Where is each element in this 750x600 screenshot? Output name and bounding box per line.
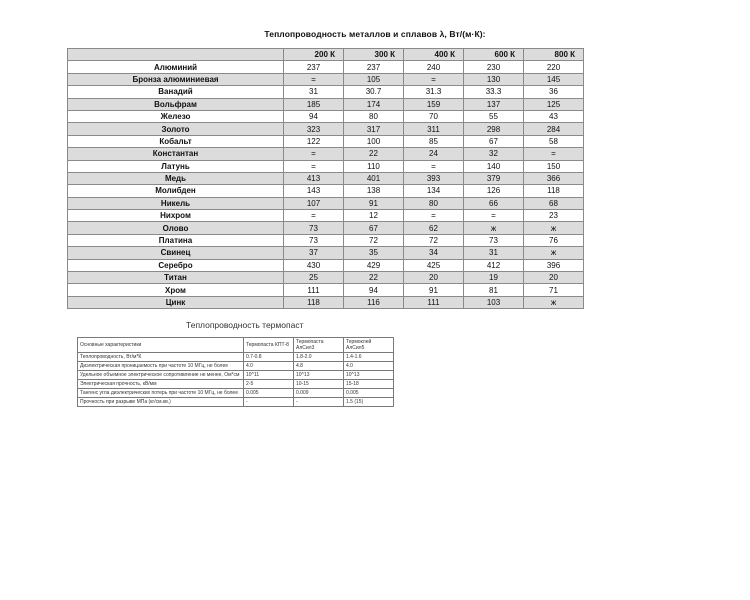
metal-name-cell: Бронза алюминиевая — [68, 73, 284, 85]
metal-name-cell: Платина — [68, 234, 284, 246]
conductivity-value-cell: 366 — [524, 172, 584, 184]
thermo-value-cell: 10^13 — [294, 371, 344, 380]
metal-name-cell: Цинк — [68, 296, 284, 308]
header-cell: 300 К — [344, 49, 404, 61]
conductivity-value-cell: 150 — [524, 160, 584, 172]
conductivity-value-cell: 20 — [404, 272, 464, 284]
conductivity-value-cell: 103 — [464, 296, 524, 308]
thermo-row — [78, 389, 394, 398]
conductivity-value-cell: 430 — [284, 259, 344, 271]
conductivity-value-cell: 37 — [284, 247, 344, 259]
thermo-header-cell: Основные характеристики — [78, 338, 244, 353]
conductivity-value-cell: 401 — [344, 172, 404, 184]
thermo-header-cell: Термоклей АлСил5 — [344, 338, 394, 353]
conductivity-value-cell: 35 — [344, 247, 404, 259]
thermo-value-cell: 0.005 — [344, 389, 394, 398]
conductivity-value-cell: 24 — [404, 148, 464, 160]
conductivity-value-cell: 125 — [524, 98, 584, 110]
conductivity-value-cell: 72 — [404, 234, 464, 246]
metal-name-cell: Кобальт — [68, 135, 284, 147]
metal-name-cell: Алюминий — [68, 61, 284, 73]
conductivity-value-cell: 94 — [344, 284, 404, 296]
thermo-value-cell: 1.4-1.6 — [344, 353, 394, 362]
conductivity-value-cell: 237 — [344, 61, 404, 73]
metal-name-cell: Свинец — [68, 247, 284, 259]
thermo-row — [78, 398, 394, 407]
conductivity-value-cell: 237 — [284, 61, 344, 73]
conductivity-value-cell: = — [464, 210, 524, 222]
metal-row — [68, 160, 584, 172]
characteristic-cell: Диэлектрическая проницаемость при частоте 10 МГц, не более — [78, 362, 244, 371]
conductivity-value-cell: 34 — [404, 247, 464, 259]
thermo-value-cell: 0.7-0.8 — [244, 353, 294, 362]
conductivity-value-cell: 413 — [284, 172, 344, 184]
conductivity-value-cell: 240 — [404, 61, 464, 73]
characteristic-cell: Удельное объемное электрическое сопротивление не менее, Ом*см — [78, 371, 244, 380]
conductivity-value-cell: = — [284, 73, 344, 85]
metal-row — [68, 296, 584, 308]
conductivity-value-cell: 140 — [464, 160, 524, 172]
conductivity-value-cell: 137 — [464, 98, 524, 110]
thermo-value-cell: 10^13 — [344, 371, 394, 380]
conductivity-value-cell: 311 — [404, 123, 464, 135]
conductivity-value-cell: 73 — [284, 222, 344, 234]
conductivity-value-cell: 298 — [464, 123, 524, 135]
metal-row — [68, 110, 584, 122]
conductivity-value-cell: 31 — [464, 247, 524, 259]
conductivity-value-cell: 317 — [344, 123, 404, 135]
metals-header-row — [68, 49, 584, 61]
conductivity-value-cell: ж — [524, 296, 584, 308]
conductivity-value-cell: = — [404, 160, 464, 172]
conductivity-value-cell: = — [284, 148, 344, 160]
conductivity-value-cell: 130 — [464, 73, 524, 85]
conductivity-value-cell: 91 — [404, 284, 464, 296]
conductivity-value-cell: 138 — [344, 185, 404, 197]
metal-name-cell: Хром — [68, 284, 284, 296]
conductivity-value-cell: 80 — [344, 110, 404, 122]
metal-row — [68, 86, 584, 98]
conductivity-value-cell: 73 — [284, 234, 344, 246]
conductivity-value-cell: 20 — [524, 272, 584, 284]
metal-row — [68, 284, 584, 296]
metal-row — [68, 272, 584, 284]
conductivity-value-cell: 220 — [524, 61, 584, 73]
conductivity-value-cell: 111 — [284, 284, 344, 296]
metal-name-cell: Вольфрам — [68, 98, 284, 110]
thermal-paste-table — [77, 337, 394, 407]
conductivity-value-cell: 25 — [284, 272, 344, 284]
metal-row — [68, 259, 584, 271]
conductivity-value-cell: 91 — [344, 197, 404, 209]
conductivity-value-cell: 55 — [464, 110, 524, 122]
conductivity-value-cell: 116 — [344, 296, 404, 308]
conductivity-value-cell: 143 — [284, 185, 344, 197]
conductivity-value-cell: ж — [524, 247, 584, 259]
conductivity-value-cell: 31 — [284, 86, 344, 98]
conductivity-value-cell: 68 — [524, 197, 584, 209]
metal-name-cell: Молибден — [68, 185, 284, 197]
conductivity-value-cell: 174 — [344, 98, 404, 110]
conductivity-value-cell: 122 — [284, 135, 344, 147]
conductivity-value-cell: 284 — [524, 123, 584, 135]
metal-row — [68, 247, 584, 259]
conductivity-value-cell: 111 — [404, 296, 464, 308]
thermo-header-cell: Термопаста АлСил3 — [294, 338, 344, 353]
characteristic-cell: Тангенс угла диэлектрических потерь при частоте 10 МГц, не более — [78, 389, 244, 398]
conductivity-value-cell: 62 — [404, 222, 464, 234]
characteristic-cell: Электрическая прочность, кВ/мм — [78, 380, 244, 389]
conductivity-value-cell: 85 — [404, 135, 464, 147]
conductivity-value-cell: 72 — [344, 234, 404, 246]
metals-table-title: Теплопроводность металлов и сплавов λ, Вт/(м·К): — [264, 29, 486, 39]
metal-name-cell: Латунь — [68, 160, 284, 172]
thermo-value-cell: 10-15 — [294, 380, 344, 389]
conductivity-value-cell: 71 — [524, 284, 584, 296]
thermo-value-cell: 1.8-2.0 — [294, 353, 344, 362]
metal-row — [68, 123, 584, 135]
conductivity-value-cell: 73 — [464, 234, 524, 246]
header-cell — [68, 49, 284, 61]
conductivity-value-cell: 33.3 — [464, 86, 524, 98]
conductivity-value-cell: 30.7 — [344, 86, 404, 98]
header-cell: 800 К — [524, 49, 584, 61]
thermo-header-row — [78, 338, 394, 353]
conductivity-value-cell: 425 — [404, 259, 464, 271]
header-cell: 400 К — [404, 49, 464, 61]
conductivity-value-cell: 145 — [524, 73, 584, 85]
characteristic-cell: Прочность при разрыве МПа (кг/см.кв.) — [78, 398, 244, 407]
conductivity-value-cell: = — [404, 210, 464, 222]
conductivity-value-cell: 107 — [284, 197, 344, 209]
thermo-value-cell: - — [244, 398, 294, 407]
metals-conductivity-table — [67, 48, 584, 309]
conductivity-value-cell: 36 — [524, 86, 584, 98]
thermo-table-title: Теплопроводность термопаст — [186, 320, 304, 330]
metal-name-cell: Золото — [68, 123, 284, 135]
conductivity-value-cell: = — [404, 73, 464, 85]
thermo-value-cell: 15-18 — [344, 380, 394, 389]
conductivity-value-cell: 76 — [524, 234, 584, 246]
conductivity-value-cell: 32 — [464, 148, 524, 160]
conductivity-value-cell: 100 — [344, 135, 404, 147]
conductivity-value-cell: 58 — [524, 135, 584, 147]
conductivity-value-cell: 159 — [404, 98, 464, 110]
conductivity-value-cell: 67 — [344, 222, 404, 234]
thermo-row — [78, 371, 394, 380]
thermo-value-cell: - — [294, 398, 344, 407]
conductivity-value-cell: 81 — [464, 284, 524, 296]
conductivity-value-cell: 396 — [524, 259, 584, 271]
metal-row — [68, 73, 584, 85]
metal-name-cell: Никель — [68, 197, 284, 209]
conductivity-value-cell: 80 — [404, 197, 464, 209]
conductivity-value-cell: 110 — [344, 160, 404, 172]
conductivity-value-cell: 19 — [464, 272, 524, 284]
conductivity-value-cell: 230 — [464, 61, 524, 73]
conductivity-value-cell: 126 — [464, 185, 524, 197]
conductivity-value-cell: ж — [464, 222, 524, 234]
thermo-row — [78, 362, 394, 371]
conductivity-value-cell: 43 — [524, 110, 584, 122]
thermo-value-cell: 4.8 — [294, 362, 344, 371]
metal-name-cell: Олово — [68, 222, 284, 234]
thermo-value-cell: 0.009 — [294, 389, 344, 398]
conductivity-value-cell: 12 — [344, 210, 404, 222]
metal-row — [68, 98, 584, 110]
thermo-value-cell: 10^11 — [244, 371, 294, 380]
thermo-value-cell: 2-5 — [244, 380, 294, 389]
thermo-value-cell: 4.0 — [344, 362, 394, 371]
metal-row — [68, 222, 584, 234]
metal-name-cell: Константан — [68, 148, 284, 160]
conductivity-value-cell: 70 — [404, 110, 464, 122]
conductivity-value-cell: = — [284, 160, 344, 172]
conductivity-value-cell: = — [524, 148, 584, 160]
conductivity-value-cell: 22 — [344, 272, 404, 284]
conductivity-value-cell: 393 — [404, 172, 464, 184]
conductivity-value-cell: 379 — [464, 172, 524, 184]
conductivity-value-cell: 67 — [464, 135, 524, 147]
conductivity-value-cell: 185 — [284, 98, 344, 110]
conductivity-value-cell: 66 — [464, 197, 524, 209]
metal-row — [68, 148, 584, 160]
metal-row — [68, 234, 584, 246]
conductivity-value-cell: = — [284, 210, 344, 222]
conductivity-value-cell: ж — [524, 222, 584, 234]
conductivity-value-cell: 31.3 — [404, 86, 464, 98]
conductivity-value-cell: 23 — [524, 210, 584, 222]
conductivity-value-cell: 323 — [284, 123, 344, 135]
conductivity-value-cell: 22 — [344, 148, 404, 160]
metal-row — [68, 172, 584, 184]
conductivity-value-cell: 412 — [464, 259, 524, 271]
conductivity-value-cell: 134 — [404, 185, 464, 197]
metal-row — [68, 210, 584, 222]
thermo-header-cell: Термопаста КПТ-8 — [244, 338, 294, 353]
metal-row — [68, 197, 584, 209]
characteristic-cell: Теплопроводность, Вт/м*К — [78, 353, 244, 362]
metal-name-cell: Медь — [68, 172, 284, 184]
thermo-value-cell: 4.0 — [244, 362, 294, 371]
metal-name-cell: Серебро — [68, 259, 284, 271]
conductivity-value-cell: 94 — [284, 110, 344, 122]
thermo-value-cell: 1.5 (15) — [344, 398, 394, 407]
metal-name-cell: Железо — [68, 110, 284, 122]
conductivity-value-cell: 105 — [344, 73, 404, 85]
conductivity-value-cell: 118 — [524, 185, 584, 197]
header-cell: 600 К — [464, 49, 524, 61]
metal-name-cell: Ванадий — [68, 86, 284, 98]
metal-row — [68, 135, 584, 147]
thermo-row — [78, 353, 394, 362]
metal-row — [68, 61, 584, 73]
thermo-value-cell: 0.005 — [244, 389, 294, 398]
header-cell: 200 К — [284, 49, 344, 61]
metal-name-cell: Титан — [68, 272, 284, 284]
metal-name-cell: Нихром — [68, 210, 284, 222]
metal-row — [68, 185, 584, 197]
conductivity-value-cell: 118 — [284, 296, 344, 308]
thermo-row — [78, 380, 394, 389]
conductivity-value-cell: 429 — [344, 259, 404, 271]
